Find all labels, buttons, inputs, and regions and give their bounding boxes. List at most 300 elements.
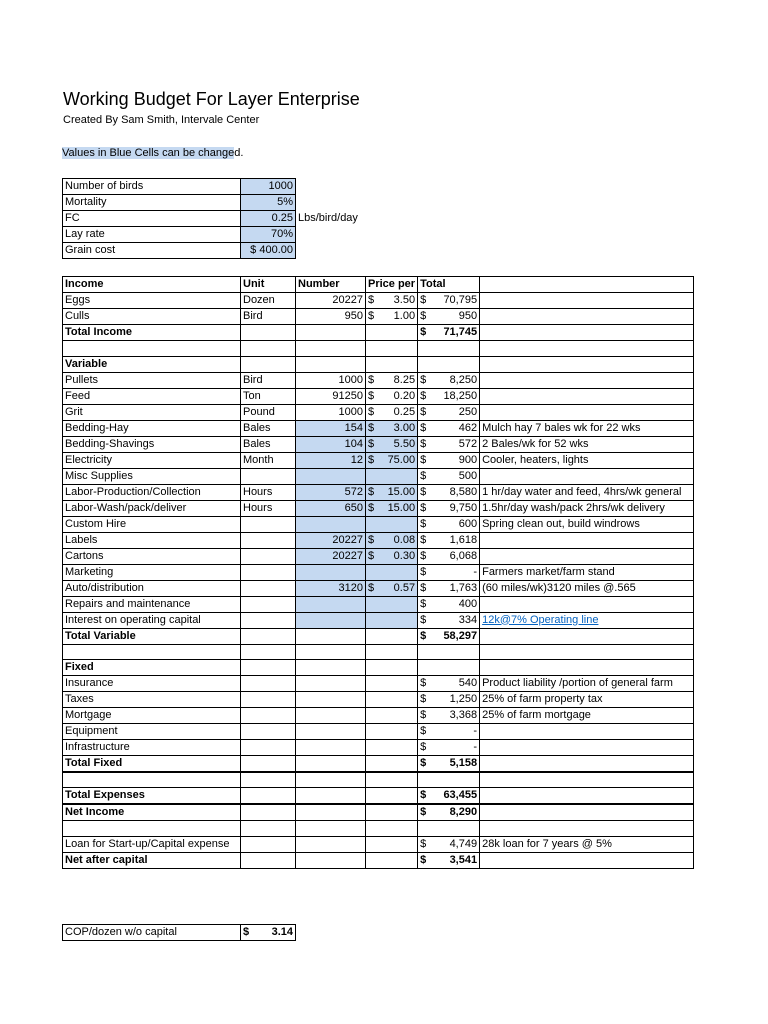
empty-cell[interactable] (296, 836, 366, 852)
amount: - (473, 741, 478, 753)
item-total[interactable] (418, 309, 480, 325)
empty-cell[interactable] (296, 644, 366, 660)
operating-line-link[interactable]: 12k@7% Operating line (482, 613, 599, 626)
empty-cell[interactable] (241, 628, 296, 644)
amount: 70,795 (443, 294, 478, 306)
item-label[interactable]: Feed (63, 388, 241, 404)
empty-cell[interactable] (418, 660, 480, 676)
item-total[interactable] (418, 548, 480, 564)
header-note[interactable] (480, 277, 694, 293)
item-label[interactable]: Infrastructure (63, 740, 241, 756)
empty-cell[interactable] (480, 356, 694, 372)
param-label[interactable]: FC (63, 211, 241, 227)
header-unit[interactable]: Unit (241, 277, 296, 293)
empty-cell[interactable] (480, 756, 694, 773)
item-total[interactable] (418, 580, 480, 596)
currency-sign: $ (368, 437, 375, 450)
item-price[interactable] (366, 596, 418, 612)
param-label[interactable]: Grain cost (63, 243, 241, 259)
item-total[interactable] (418, 692, 480, 708)
item-total[interactable] (418, 436, 480, 452)
item-number[interactable]: 20227 (296, 293, 366, 309)
loan-value[interactable] (418, 836, 480, 852)
empty-cell[interactable] (480, 341, 694, 357)
currency-sign: $ (420, 597, 427, 610)
item-price[interactable] (366, 564, 418, 580)
item-label[interactable]: Marketing (63, 564, 241, 580)
item-unit[interactable]: Bales (241, 436, 296, 452)
empty-cell[interactable] (296, 676, 366, 692)
empty-cell[interactable] (418, 772, 480, 788)
empty-cell[interactable] (296, 756, 366, 773)
amount: 15.00 (387, 501, 416, 514)
item-number[interactable]: 12 (296, 452, 366, 468)
blank-row (63, 821, 694, 837)
empty-cell[interactable] (63, 341, 241, 357)
empty-cell[interactable] (366, 756, 418, 773)
item-note[interactable] (480, 309, 694, 325)
item-total[interactable] (418, 420, 480, 436)
empty-cell[interactable] (366, 660, 418, 676)
item-price[interactable] (366, 500, 418, 516)
item-note[interactable] (480, 596, 694, 612)
empty-cell[interactable] (480, 644, 694, 660)
empty-cell[interactable] (241, 325, 296, 341)
item-note[interactable] (480, 548, 694, 564)
amount: 75.00 (387, 453, 416, 466)
total-fixed-row-value[interactable] (418, 756, 480, 773)
empty-cell[interactable] (366, 325, 418, 341)
empty-cell[interactable] (296, 341, 366, 357)
blank-row (63, 341, 694, 357)
empty-cell[interactable] (480, 628, 694, 644)
empty-cell[interactable] (241, 644, 296, 660)
item-label[interactable]: Interest on operating capital (63, 612, 241, 628)
note-highlight: Values in Blue Cells can be change (62, 147, 235, 159)
currency-sign: $ (368, 453, 375, 466)
empty-cell[interactable] (241, 852, 296, 868)
item-price[interactable] (366, 404, 418, 420)
empty-cell[interactable] (241, 676, 296, 692)
empty-cell[interactable] (241, 341, 296, 357)
item-total[interactable] (418, 404, 480, 420)
empty-cell[interactable] (366, 740, 418, 756)
param-unit (296, 243, 386, 259)
total-variable-row-value[interactable] (418, 628, 480, 644)
item-unit[interactable]: Month (241, 452, 296, 468)
empty-cell[interactable] (241, 692, 296, 708)
item-price[interactable] (366, 612, 418, 628)
param-label[interactable]: Lay rate (63, 227, 241, 243)
item-note[interactable] (480, 740, 694, 756)
item-number[interactable] (296, 468, 366, 484)
currency-sign: $ (368, 501, 375, 514)
item-unit[interactable] (241, 564, 296, 580)
line-item-row (63, 436, 694, 452)
item-label[interactable]: Labor-Production/Collection (63, 484, 241, 500)
item-note[interactable] (480, 404, 694, 420)
empty-cell[interactable] (241, 356, 296, 372)
param-unit (296, 179, 386, 195)
empty-cell[interactable] (296, 852, 366, 868)
total-fixed-row-label[interactable]: Total Fixed (63, 756, 241, 773)
blank-row (63, 772, 694, 788)
item-unit[interactable]: Hours (241, 484, 296, 500)
item-total[interactable] (418, 708, 480, 724)
item-number[interactable]: 1000 (296, 404, 366, 420)
item-label[interactable]: Culls (63, 309, 241, 325)
total-variable-row-label[interactable]: Total Variable (63, 628, 241, 644)
empty-cell[interactable] (241, 821, 296, 837)
currency-sign: $ (368, 389, 375, 402)
item-total[interactable] (418, 564, 480, 580)
item-label[interactable]: Eggs (63, 293, 241, 309)
empty-cell[interactable] (366, 644, 418, 660)
fixed-section-label[interactable]: Fixed (63, 660, 241, 676)
item-total[interactable] (418, 388, 480, 404)
empty-cell[interactable] (296, 356, 366, 372)
parameters-table (62, 178, 386, 259)
item-label[interactable]: Bedding-Hay (63, 420, 241, 436)
param-row (63, 227, 386, 243)
currency-sign: $ (420, 741, 427, 753)
item-label[interactable]: Taxes (63, 692, 241, 708)
item-note[interactable]: Farmers market/farm stand (480, 564, 694, 580)
empty-cell[interactable] (366, 676, 418, 692)
item-total[interactable] (418, 532, 480, 548)
item-number[interactable] (296, 564, 366, 580)
loan-label[interactable]: Loan for Start-up/Capital expense (63, 836, 241, 852)
empty-cell[interactable] (241, 740, 296, 756)
amount: 9,750 (449, 501, 478, 514)
empty-cell[interactable] (480, 772, 694, 788)
header-number[interactable]: Number (296, 277, 366, 293)
line-item-row (63, 484, 694, 500)
empty-cell[interactable] (480, 660, 694, 676)
empty-cell[interactable] (480, 788, 694, 805)
item-price[interactable] (366, 436, 418, 452)
empty-cell[interactable] (241, 788, 296, 805)
line-item-row (63, 564, 694, 580)
item-unit[interactable] (241, 596, 296, 612)
item-number[interactable] (296, 516, 366, 532)
item-unit[interactable]: Bird (241, 372, 296, 388)
empty-cell[interactable] (241, 708, 296, 724)
empty-cell[interactable] (366, 724, 418, 740)
item-number[interactable]: 20227 (296, 548, 366, 564)
item-total[interactable] (418, 452, 480, 468)
total-expenses-row-label[interactable]: Total Expenses (63, 788, 241, 805)
empty-cell[interactable] (296, 740, 366, 756)
item-label[interactable]: Pullets (63, 372, 241, 388)
empty-cell[interactable] (63, 772, 241, 788)
empty-cell[interactable] (241, 804, 296, 821)
empty-cell[interactable] (366, 836, 418, 852)
total-income-row (63, 325, 694, 341)
item-total[interactable] (418, 372, 480, 388)
fixed-item-row (63, 692, 694, 708)
item-label[interactable]: Cartons (63, 548, 241, 564)
item-note[interactable]: Mulch hay 7 bales wk for 22 wks (480, 420, 694, 436)
param-label[interactable]: Mortality (63, 195, 241, 211)
line-item-row (63, 404, 694, 420)
empty-cell[interactable] (241, 772, 296, 788)
total-variable-row (63, 628, 694, 644)
item-note[interactable]: 25% of farm mortgage (480, 708, 694, 724)
item-note[interactable] (480, 372, 694, 388)
item-label[interactable]: Labels (63, 532, 241, 548)
currency-sign: $ (368, 405, 375, 418)
item-note[interactable]: 25% of farm property tax (480, 692, 694, 708)
line-item-row (63, 580, 694, 596)
amount: 1,763 (449, 581, 478, 594)
header-total[interactable]: Total (418, 277, 480, 293)
currency-sign: $ (420, 806, 427, 818)
sheet-title: Working Budget For Layer Enterprise (63, 89, 360, 109)
item-unit[interactable] (241, 516, 296, 532)
item-price[interactable] (366, 388, 418, 404)
net-income-row-label[interactable]: Net Income (63, 804, 241, 821)
total-income-row-value[interactable] (418, 325, 480, 341)
item-unit[interactable]: Ton (241, 388, 296, 404)
cop-label[interactable]: COP/dozen w/o capital (63, 925, 241, 941)
item-price[interactable] (366, 420, 418, 436)
item-unit[interactable]: Bird (241, 309, 296, 325)
item-price[interactable] (366, 548, 418, 564)
currency-sign: $ (420, 533, 427, 546)
empty-cell[interactable] (241, 660, 296, 676)
empty-cell[interactable] (480, 821, 694, 837)
item-number[interactable]: 20227 (296, 532, 366, 548)
item-note[interactable] (480, 293, 694, 309)
empty-cell[interactable] (418, 644, 480, 660)
sheet-subtitle: Created By Sam Smith, Intervale Center (63, 114, 260, 126)
item-label[interactable]: Custom Hire (63, 516, 241, 532)
param-value[interactable]: $ 400.00 (241, 243, 296, 259)
amount: 8,250 (449, 373, 478, 386)
item-label[interactable]: Insurance (63, 676, 241, 692)
empty-cell[interactable] (296, 724, 366, 740)
currency-sign: $ (368, 373, 375, 386)
item-total[interactable] (418, 676, 480, 692)
item-number[interactable]: 104 (296, 436, 366, 452)
empty-cell[interactable] (418, 341, 480, 357)
item-number[interactable]: 1000 (296, 372, 366, 388)
item-note[interactable]: Product liability /portion of general farm (480, 676, 694, 692)
item-label[interactable]: Repairs and maintenance (63, 596, 241, 612)
currency-sign: $ (420, 789, 427, 801)
currency-sign: $ (420, 405, 427, 418)
amount: - (473, 565, 478, 578)
empty-cell[interactable] (296, 660, 366, 676)
empty-cell[interactable] (63, 821, 241, 837)
item-number[interactable] (296, 612, 366, 628)
empty-cell[interactable] (366, 628, 418, 644)
empty-cell[interactable] (296, 325, 366, 341)
item-note[interactable]: Cooler, heaters, lights (480, 452, 694, 468)
item-price[interactable] (366, 452, 418, 468)
param-value[interactable]: 0.25 (241, 211, 296, 227)
currency-sign: $ (368, 549, 375, 562)
item-unit[interactable] (241, 612, 296, 628)
header-income[interactable]: Income (63, 277, 241, 293)
note-rest: d. (234, 147, 244, 159)
item-price[interactable] (366, 580, 418, 596)
header-price[interactable]: Price per (366, 277, 418, 293)
item-unit[interactable]: Hours (241, 500, 296, 516)
item-price[interactable] (366, 468, 418, 484)
item-total[interactable] (418, 484, 480, 500)
cop-table (62, 924, 296, 941)
net-after-capital-row-label[interactable]: Net after capital (63, 852, 241, 868)
empty-cell[interactable] (366, 804, 418, 821)
item-label[interactable]: Labor-Wash/pack/deliver (63, 500, 241, 516)
item-label[interactable]: Equipment (63, 724, 241, 740)
item-label[interactable]: Grit (63, 404, 241, 420)
empty-cell[interactable] (366, 356, 418, 372)
item-note[interactable] (480, 724, 694, 740)
item-price[interactable] (366, 516, 418, 532)
param-label[interactable]: Number of birds (63, 179, 241, 195)
empty-cell[interactable] (296, 788, 366, 805)
item-unit[interactable] (241, 468, 296, 484)
currency-sign: $ (420, 629, 427, 642)
param-value[interactable]: 5% (241, 195, 296, 211)
empty-cell[interactable] (296, 692, 366, 708)
empty-cell[interactable] (241, 836, 296, 852)
param-row (63, 211, 386, 227)
item-price[interactable] (366, 532, 418, 548)
amount: 3.00 (393, 421, 416, 434)
empty-cell[interactable] (366, 772, 418, 788)
item-label[interactable]: Misc Supplies (63, 468, 241, 484)
amount: 0.25 (393, 405, 416, 418)
item-note[interactable] (480, 388, 694, 404)
fixed-item-row (63, 708, 694, 724)
item-label[interactable]: Auto/distribution (63, 580, 241, 596)
item-number[interactable]: 950 (296, 309, 366, 325)
item-note[interactable]: Spring clean out, build windrows (480, 516, 694, 532)
item-price[interactable] (366, 293, 418, 309)
item-total[interactable] (418, 724, 480, 740)
empty-cell[interactable] (366, 708, 418, 724)
item-unit[interactable]: Dozen (241, 293, 296, 309)
item-label[interactable]: Bedding-Shavings (63, 436, 241, 452)
item-number[interactable]: 154 (296, 420, 366, 436)
empty-cell[interactable] (296, 804, 366, 821)
currency-sign: $ (420, 437, 427, 450)
amount: 400 (458, 597, 478, 610)
empty-cell[interactable] (296, 628, 366, 644)
item-total[interactable] (418, 516, 480, 532)
item-number[interactable]: 572 (296, 484, 366, 500)
loan-note[interactable]: 28k loan for 7 years @ 5% (480, 836, 694, 852)
param-value[interactable]: 1000 (241, 179, 296, 195)
item-unit[interactable] (241, 580, 296, 596)
item-total[interactable] (418, 740, 480, 756)
item-unit[interactable]: Bales (241, 420, 296, 436)
amount: 462 (458, 421, 478, 434)
empty-cell[interactable] (366, 692, 418, 708)
item-price[interactable] (366, 309, 418, 325)
item-price[interactable] (366, 372, 418, 388)
total-expenses-row-value[interactable] (418, 788, 480, 805)
empty-cell[interactable] (418, 356, 480, 372)
currency-sign: $ (368, 310, 375, 322)
item-number[interactable]: 3120 (296, 580, 366, 596)
loan-row (63, 836, 694, 852)
item-label[interactable]: Mortgage (63, 708, 241, 724)
amount: 1.00 (393, 310, 416, 322)
currency-sign: $ (420, 693, 427, 705)
item-total[interactable] (418, 500, 480, 516)
currency-sign: $ (420, 326, 427, 338)
amount: 572 (458, 437, 478, 450)
empty-cell[interactable] (480, 852, 694, 868)
param-value[interactable]: 70% (241, 227, 296, 243)
amount: 600 (458, 517, 478, 530)
budget-table (62, 276, 694, 869)
item-note[interactable]: 1 hr/day water and feed, 4hrs/wk general (480, 484, 694, 500)
currency-sign: $ (420, 725, 427, 737)
net-income-row-value[interactable] (418, 804, 480, 821)
param-row (63, 243, 386, 259)
empty-cell[interactable] (296, 708, 366, 724)
cop-value[interactable]: $ 3.14 (241, 925, 296, 941)
item-total[interactable] (418, 468, 480, 484)
empty-cell[interactable] (241, 724, 296, 740)
variable-section-label[interactable]: Variable (63, 356, 241, 372)
item-note[interactable]: 1.5hr/day wash/pack 2hrs/wk delivery (480, 500, 694, 516)
amount: 71,745 (443, 326, 478, 338)
item-total[interactable] (418, 596, 480, 612)
empty-cell[interactable] (480, 325, 694, 341)
item-unit[interactable] (241, 548, 296, 564)
item-total[interactable] (418, 612, 480, 628)
item-unit[interactable]: Pound (241, 404, 296, 420)
empty-cell[interactable] (296, 821, 366, 837)
net-after-capital-row-value[interactable] (418, 852, 480, 868)
item-price[interactable] (366, 484, 418, 500)
empty-cell[interactable] (366, 788, 418, 805)
item-note[interactable] (480, 532, 694, 548)
total-income-row-label[interactable]: Total Income (63, 325, 241, 341)
item-number[interactable]: 650 (296, 500, 366, 516)
item-note[interactable]: (60 miles/wk)3120 miles @.565 (480, 580, 694, 596)
item-unit[interactable] (241, 532, 296, 548)
empty-cell[interactable] (296, 772, 366, 788)
currency-sign: $ (420, 581, 427, 594)
item-note[interactable] (480, 612, 694, 628)
amount: 0.08 (393, 533, 416, 546)
item-total[interactable] (418, 293, 480, 309)
empty-cell[interactable] (366, 852, 418, 868)
empty-cell[interactable] (63, 644, 241, 660)
empty-cell[interactable] (366, 821, 418, 837)
item-number[interactable]: 91250 (296, 388, 366, 404)
empty-cell[interactable] (241, 756, 296, 773)
empty-cell[interactable] (480, 804, 694, 821)
item-number[interactable] (296, 596, 366, 612)
item-label[interactable]: Electricity (63, 452, 241, 468)
empty-cell[interactable] (366, 341, 418, 357)
amount: 1,618 (449, 533, 478, 546)
item-note[interactable]: 2 Bales/wk for 52 wks (480, 436, 694, 452)
item-note[interactable] (480, 468, 694, 484)
amount: 5.50 (393, 437, 416, 450)
line-item-row (63, 516, 694, 532)
empty-cell[interactable] (418, 821, 480, 837)
